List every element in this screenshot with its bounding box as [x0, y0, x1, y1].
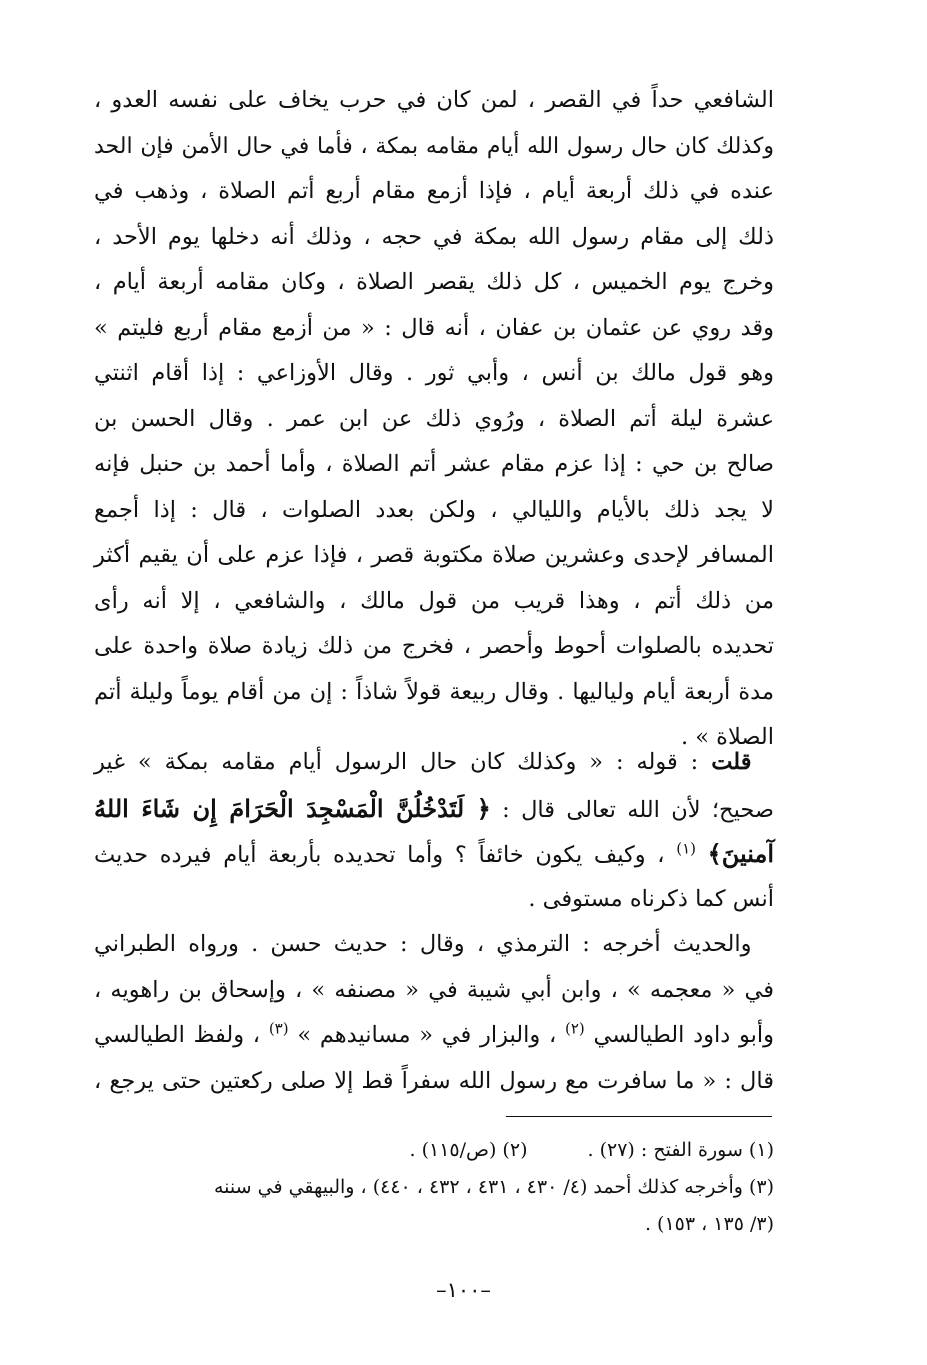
paragraph-line: عشرة ليلة أتم الصلاة ، ورُوي ذلك عن ابن عمر . وقال الحسن بن: [94, 405, 774, 432]
paragraph-line: ذلك إلى مقام رسول الله بمكة في حجه ، وذلك أنه دخلها يوم الأحد ،: [94, 223, 774, 250]
paragraph-line: [94, 1013, 774, 1059]
paragraph-line: مدة أربعة أيام ولياليها . وقال ربيعة قولاً شاذاً : إن من أقام يوماً وليلة أتم: [94, 678, 774, 705]
text-run: : قوله : « وكذلك كان حال الرسول أيام مقامه بمكة » غير: [94, 749, 699, 775]
paragraph-line: أنس كما ذكرناه مستوفى .: [528, 885, 774, 912]
text-run: والحديث أخرجه : الترمذي ، وقال : حديث حسن . ورواه الطبراني: [94, 931, 752, 957]
footnote-3-continued: (٣/ ١٣٥ ، ١٥٣) .: [644, 1213, 774, 1235]
footnote-1: (١) سورة الفتح : (٢٧) .: [587, 1139, 774, 1161]
footnotes: [94, 1132, 774, 1243]
paragraph-line: المسافر لإحدى وعشرين صلاة مكتوبة قصر ، فإذا عزم على أن يقيم أكثر: [94, 542, 774, 568]
paragraph-line: [94, 922, 774, 968]
paragraph-line: عنده في ذلك أربعة أيام ، فإذا أزمع مقام أربع أتم الصلاة ، وذهب في: [94, 178, 774, 204]
paragraph-line: قال : « ما سافرت مع رسول الله سفراً قط إلا صلى ركعتين حتى يرجع ،: [94, 1067, 774, 1094]
footnote-marker: (٢): [564, 1019, 585, 1038]
footnote-marker: (١): [676, 839, 696, 858]
paragraph-line: في « معجمه » ، وابن أبي شيبة في « مصنفه » ، وإسحاق بن راهويه ،: [94, 976, 774, 1003]
text-run: ، ولفظ الطيالسي: [94, 1022, 261, 1048]
footnote-marker: (٣): [268, 1019, 289, 1038]
paragraph-line: الصلاة » .: [680, 724, 774, 750]
paragraph-line: تحديده بالصلوات أحوط وأحصر ، فخرج من ذلك زيادة صلاة واحدة على: [94, 633, 774, 659]
footnote-2: (٢) (ص/١١٥) .: [409, 1139, 528, 1161]
text-run: ، وكيف يكون خائفاً ؟ وأما تحديده بأربعة أيام فيرده حديث: [94, 842, 665, 868]
paragraph-line: من ذلك أتم ، وهذا قريب من قول مالك ، والشافعي ، إلا أنه رأى: [94, 587, 774, 614]
footnote-3: (٣) وأخرجه كذلك أحمد (٤/ ٤٣٠ ، ٤٣١ ، ٤٣٢ ، ٤٤٠) ، والبيهقي في سننه: [214, 1176, 774, 1198]
page-number: –١٠٠–: [436, 1278, 491, 1302]
paragraph-line: الشافعي حداً في القصر ، لمن كان في حرب يخاف على نفسه العدو ،: [94, 87, 774, 113]
paragraph-line: وقد روي عن عثمان بن عفان ، أنه قال : « من أزمع مقام أربع فليتم »: [94, 314, 774, 341]
paragraph-line: [94, 786, 774, 832]
paragraph-line: وهو قول مالك بن أنس ، وأبي ثور . وقال الأوزاعي : إذا أقام اثنتي: [94, 360, 774, 386]
paragraph-line: وخرج يوم الخميس ، كل ذلك يقصر الصلاة ، وكان مقامه أربعة أيام ،: [94, 269, 774, 295]
body-paragraph-1: [94, 78, 774, 761]
footnote-line: [94, 1132, 774, 1169]
paragraph-line: لا يجد ذلك بالأيام والليالي ، ولكن بعدد الصلوات ، قال : إذا أجمع: [94, 496, 774, 523]
quran-verse: آمنينَ﴾: [707, 839, 775, 868]
paragraph-line: [94, 831, 774, 877]
footnote-separator: [506, 1116, 772, 1117]
lead-word: قلت: [711, 749, 752, 775]
text-run: ، والبزار في « مسانيدهم »: [297, 1022, 557, 1048]
text-run: وأبو داود الطيالسي: [593, 1022, 775, 1048]
paragraph-line: [94, 740, 774, 786]
body-paragraph-2: [94, 740, 774, 922]
text-run: صحيح؛ لأن الله تعالى قال :: [502, 796, 774, 823]
paragraph-line: وكذلك كان حال رسول الله أيام مقامه بمكة ، فأما في حال الأمن فإن الحد: [94, 133, 774, 159]
paragraph-line: صالح بن حي : إذا عزم مقام عشر أتم الصلاة ، وأما أحمد بن حنبل فإنه: [94, 451, 774, 477]
quran-verse: ﴿ لَتَدْخُلُنَّ الْمَسْجِدَ الْحَرَامَ إِن شَاءَ اللهُ: [94, 793, 491, 823]
body-paragraph-3: [94, 922, 774, 1104]
